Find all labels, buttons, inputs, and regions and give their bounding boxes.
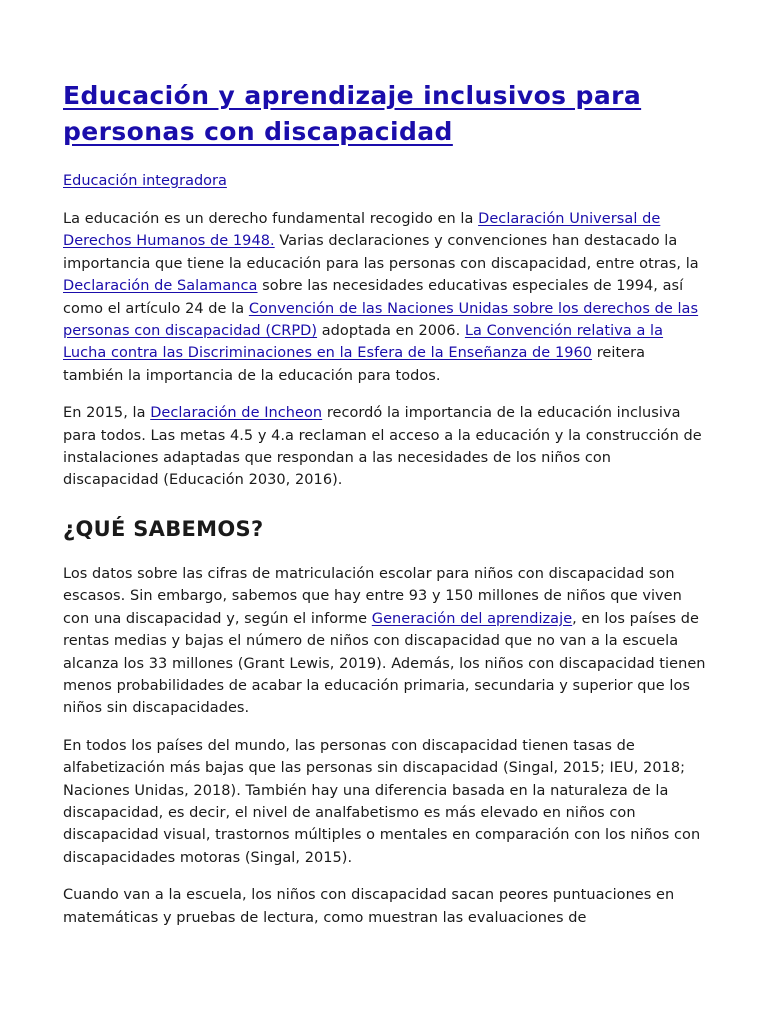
p1-text-2: Varias declaraciones y convenciones han destacado la importancia que tiene la educación para las personas con discapacidad, entre otras, la <box>63 233 699 272</box>
p1-text-5: reitera también la importancia de la educación para todos. <box>63 345 646 384</box>
p3-text-1: Los datos sobre las cifras de matriculación escolar para niños con discapacidad son escasos. Sin embargo, sabemos que hay entre 93 y 150 millones de niños que viven con una discapacidad y, según el informe <box>63 565 682 627</box>
p2-text-2: recordó la importancia de la educación inclusiva para todos. Las metas 4.5 y 4.a reclaman el acceso a la educación y la construcción de instalaciones adaptadas que respondan a las necesidades de los niños con discapacidad (Educación 2030, 2016). <box>63 405 702 489</box>
p1-text-4: adoptada en 2006. <box>317 323 465 340</box>
paragraph-incheon <box>63 402 706 492</box>
page-title <box>63 78 706 150</box>
p1-text-3: sobre las necesidades educativas especiales de 1994, así como el artículo 24 de la <box>63 278 684 317</box>
paragraph-literacy: En todos los países del mundo, las personas con discapacidad tienen tasas de alfabetización más bajas que las personas sin discapacidad (Singal, 2015; IEU, 2018; Naciones Unidas, 2018). También hay una diferencia basada en la naturaleza de la discapacidad, es decir, el nivel de analfabetismo es más elevado en niños con discapacidad visual, trastornos múltiples o mentales en comparación con los niños con discapacidades motoras (Singal, 2015). <box>63 737 701 866</box>
udhr-link[interactable]: Declaración Universal de Derechos Humanos de 1948. <box>63 211 661 250</box>
salamanca-link[interactable]: Declaración de Salamanca <box>63 278 258 295</box>
subheading <box>63 170 706 192</box>
p1-text-1: La educación es un derecho fundamental recogido en la <box>63 211 479 227</box>
paragraph-scores: Cuando van a la escuela, los niños con discapacidad sacan peores puntuaciones en matemáticas y pruebas de lectura, como muestran las evaluaciones de <box>63 887 675 926</box>
paragraph-rights <box>63 208 706 387</box>
title-link[interactable]: Educación y aprendizaje inclusivos para personas con discapacidad <box>63 81 642 146</box>
section-heading: ¿QUÉ SABEMOS? <box>63 516 264 541</box>
integrated-education-link[interactable]: Educación integradora <box>63 173 227 189</box>
p2-text-1: En 2015, la <box>63 405 151 422</box>
paragraph-enrollment <box>63 563 706 720</box>
p3-text-2: , en los países de rentas medias y bajas el número de niños con discapacidad que no van a la escuela alcanza los 33 millones (Grant Lewis, 2019). Además, los niños con discapacidad tienen menos probabilidades de acabar la educación primaria, secundaria y superior que los niños sin discapacidades. <box>63 610 706 717</box>
convention-1960-link[interactable]: La Convención relativa a la Lucha contra las Discriminaciones en la Esfera de la Enseñanza de 1960 <box>63 323 664 362</box>
incheon-link[interactable]: Declaración de Incheon <box>150 405 323 422</box>
crpd-link[interactable]: Convención de las Naciones Unidas sobre los derechos de las personas con discapacidad (CRPD) <box>63 300 699 340</box>
learning-generation-link[interactable]: Generación del aprendizaje <box>371 610 573 627</box>
